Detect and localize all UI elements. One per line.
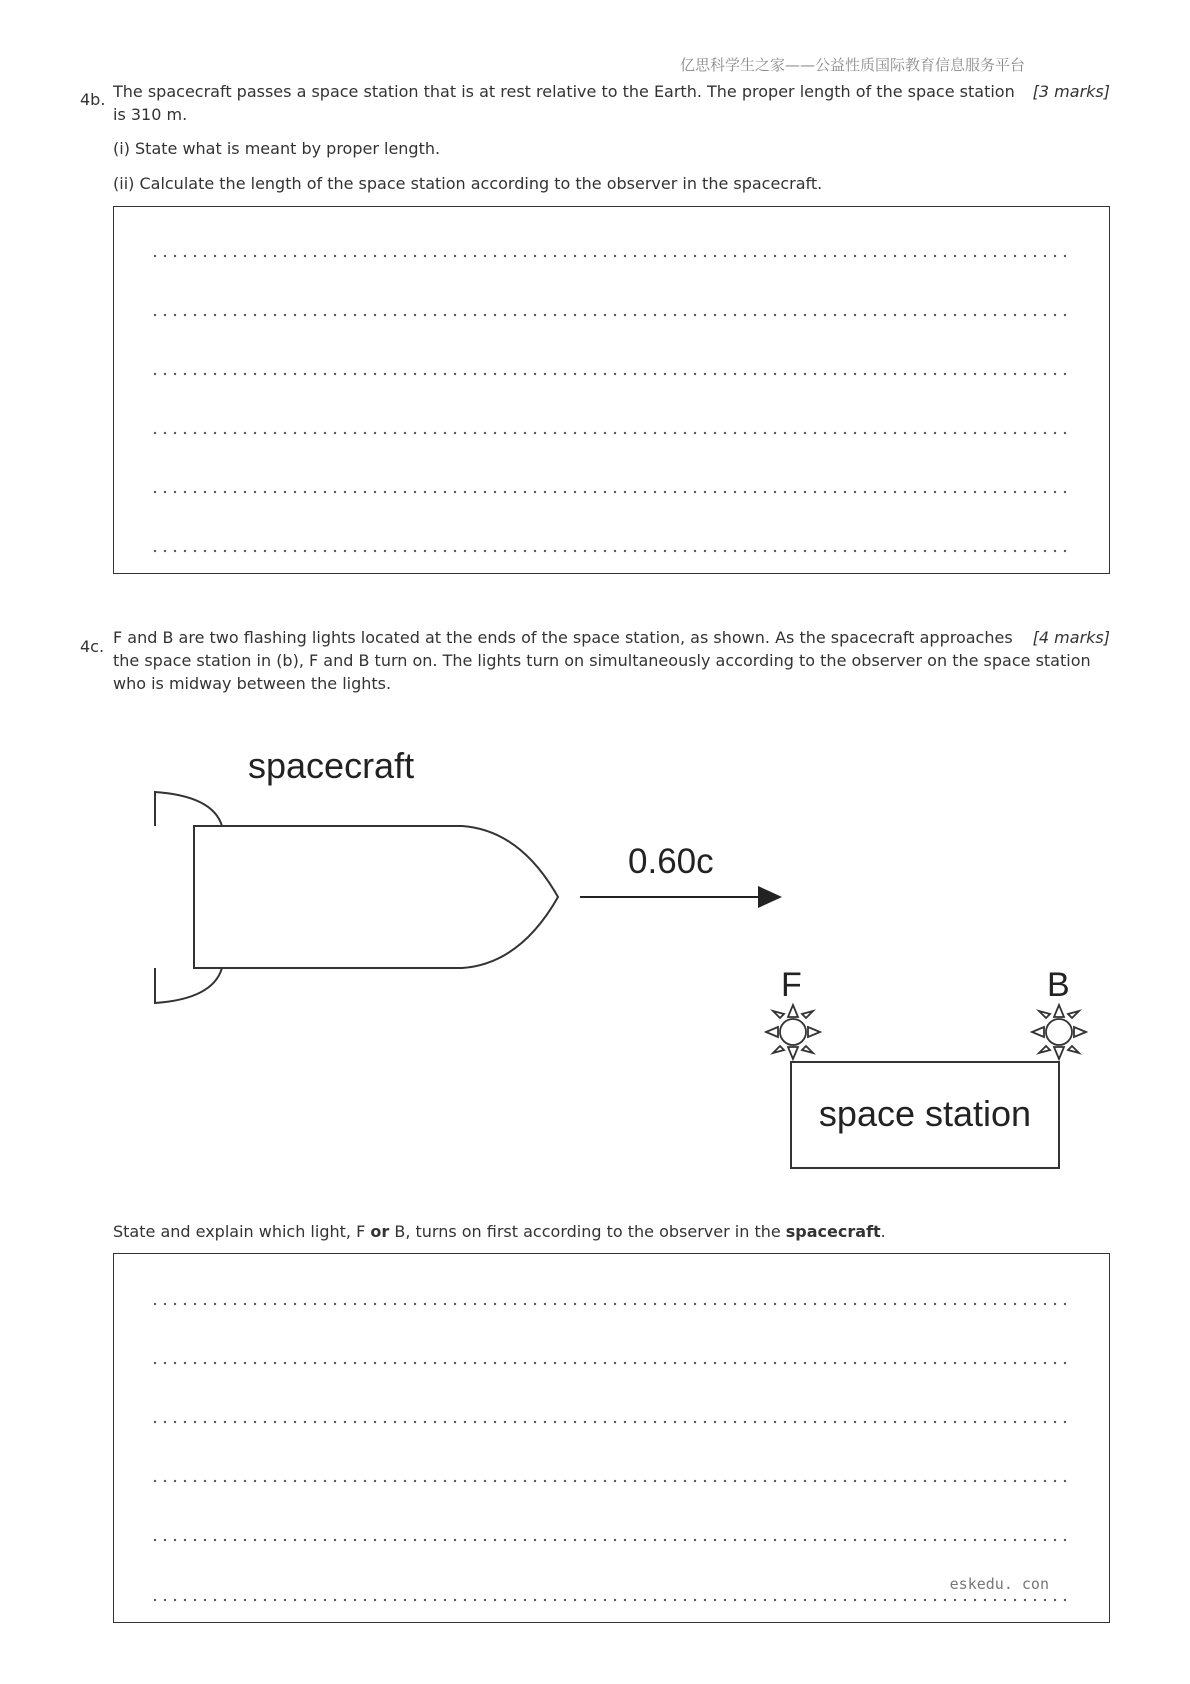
spacecraft-label: spacecraft: [248, 745, 415, 786]
question-4c-text-line2: the space station in (b), F and B turn on. The lights turn on simultaneously according to the observer on the space station: [113, 651, 1091, 670]
prompt-or-bold: or: [370, 1222, 390, 1241]
answer-line: [150, 1361, 1073, 1365]
spacecraft-diagram: [0, 720, 1190, 1180]
answer-line: [150, 549, 1073, 553]
question-4b-text-line1: The spacecraft passes a space station that is at rest relative to the Earth. The proper length of the space station: [113, 82, 1015, 101]
answer-box-4b[interactable]: [113, 206, 1110, 574]
question-4b-marks: [3 marks]: [1032, 82, 1110, 101]
light-f-label: F: [781, 966, 802, 1004]
spacecraft-top-fin: [155, 792, 222, 826]
answer-line: [150, 1479, 1073, 1483]
question-4b-part-i: (i) State what is meant by proper length.: [113, 139, 441, 158]
answer-line: [150, 490, 1073, 494]
question-4b-text-line2: is 310 m.: [113, 105, 188, 124]
light-f-icon: [766, 1005, 820, 1059]
question-4b-number: 4b.: [80, 90, 106, 109]
answer-line: [150, 1302, 1073, 1306]
answer-line: [150, 1538, 1073, 1542]
prompt-text-middle: B, turns on first according to the observer in the: [389, 1222, 786, 1241]
light-b-icon: [1032, 1005, 1086, 1059]
answer-line: [150, 1598, 1073, 1602]
question-4b-part-ii: (ii) Calculate the length of the space station according to the observer in the spacecraft.: [113, 174, 823, 193]
light-b-label: B: [1047, 966, 1070, 1004]
prompt-spacecraft-bold: spacecraft: [785, 1222, 881, 1241]
answer-line: [150, 254, 1073, 258]
header-watermark: 亿思科学生之家——公益性质国际教育信息服务平台: [680, 56, 1026, 74]
prompt-text-end: .: [880, 1222, 886, 1241]
question-4c-number: 4c.: [80, 637, 105, 656]
answer-line: [150, 1420, 1073, 1424]
velocity-arrow-icon: [580, 886, 782, 908]
spacecraft-body: [194, 826, 558, 968]
question-4c-text-line1: F and B are two flashing lights located at the ends of the space station, as shown. As the spacecraft approaches: [113, 628, 1013, 647]
answer-line: [150, 431, 1073, 435]
spacecraft-bottom-fin: [155, 968, 222, 1003]
question-4c-prompt: [113, 1220, 886, 1243]
spacecraft-icon: [155, 792, 558, 1003]
footer-site-mark: eskedu. con: [949, 1575, 1049, 1593]
answer-line: [150, 372, 1073, 376]
space-station-label: space station: [818, 1093, 1032, 1134]
velocity-label: 0.60c: [628, 842, 714, 881]
prompt-text-start: State and explain which light, F: [113, 1222, 371, 1241]
answer-box-4c[interactable]: [113, 1253, 1110, 1623]
question-4c-marks: [4 marks]: [1032, 628, 1110, 647]
question-4c-text-line3: who is midway between the lights.: [113, 674, 392, 693]
answer-line: [150, 313, 1073, 317]
